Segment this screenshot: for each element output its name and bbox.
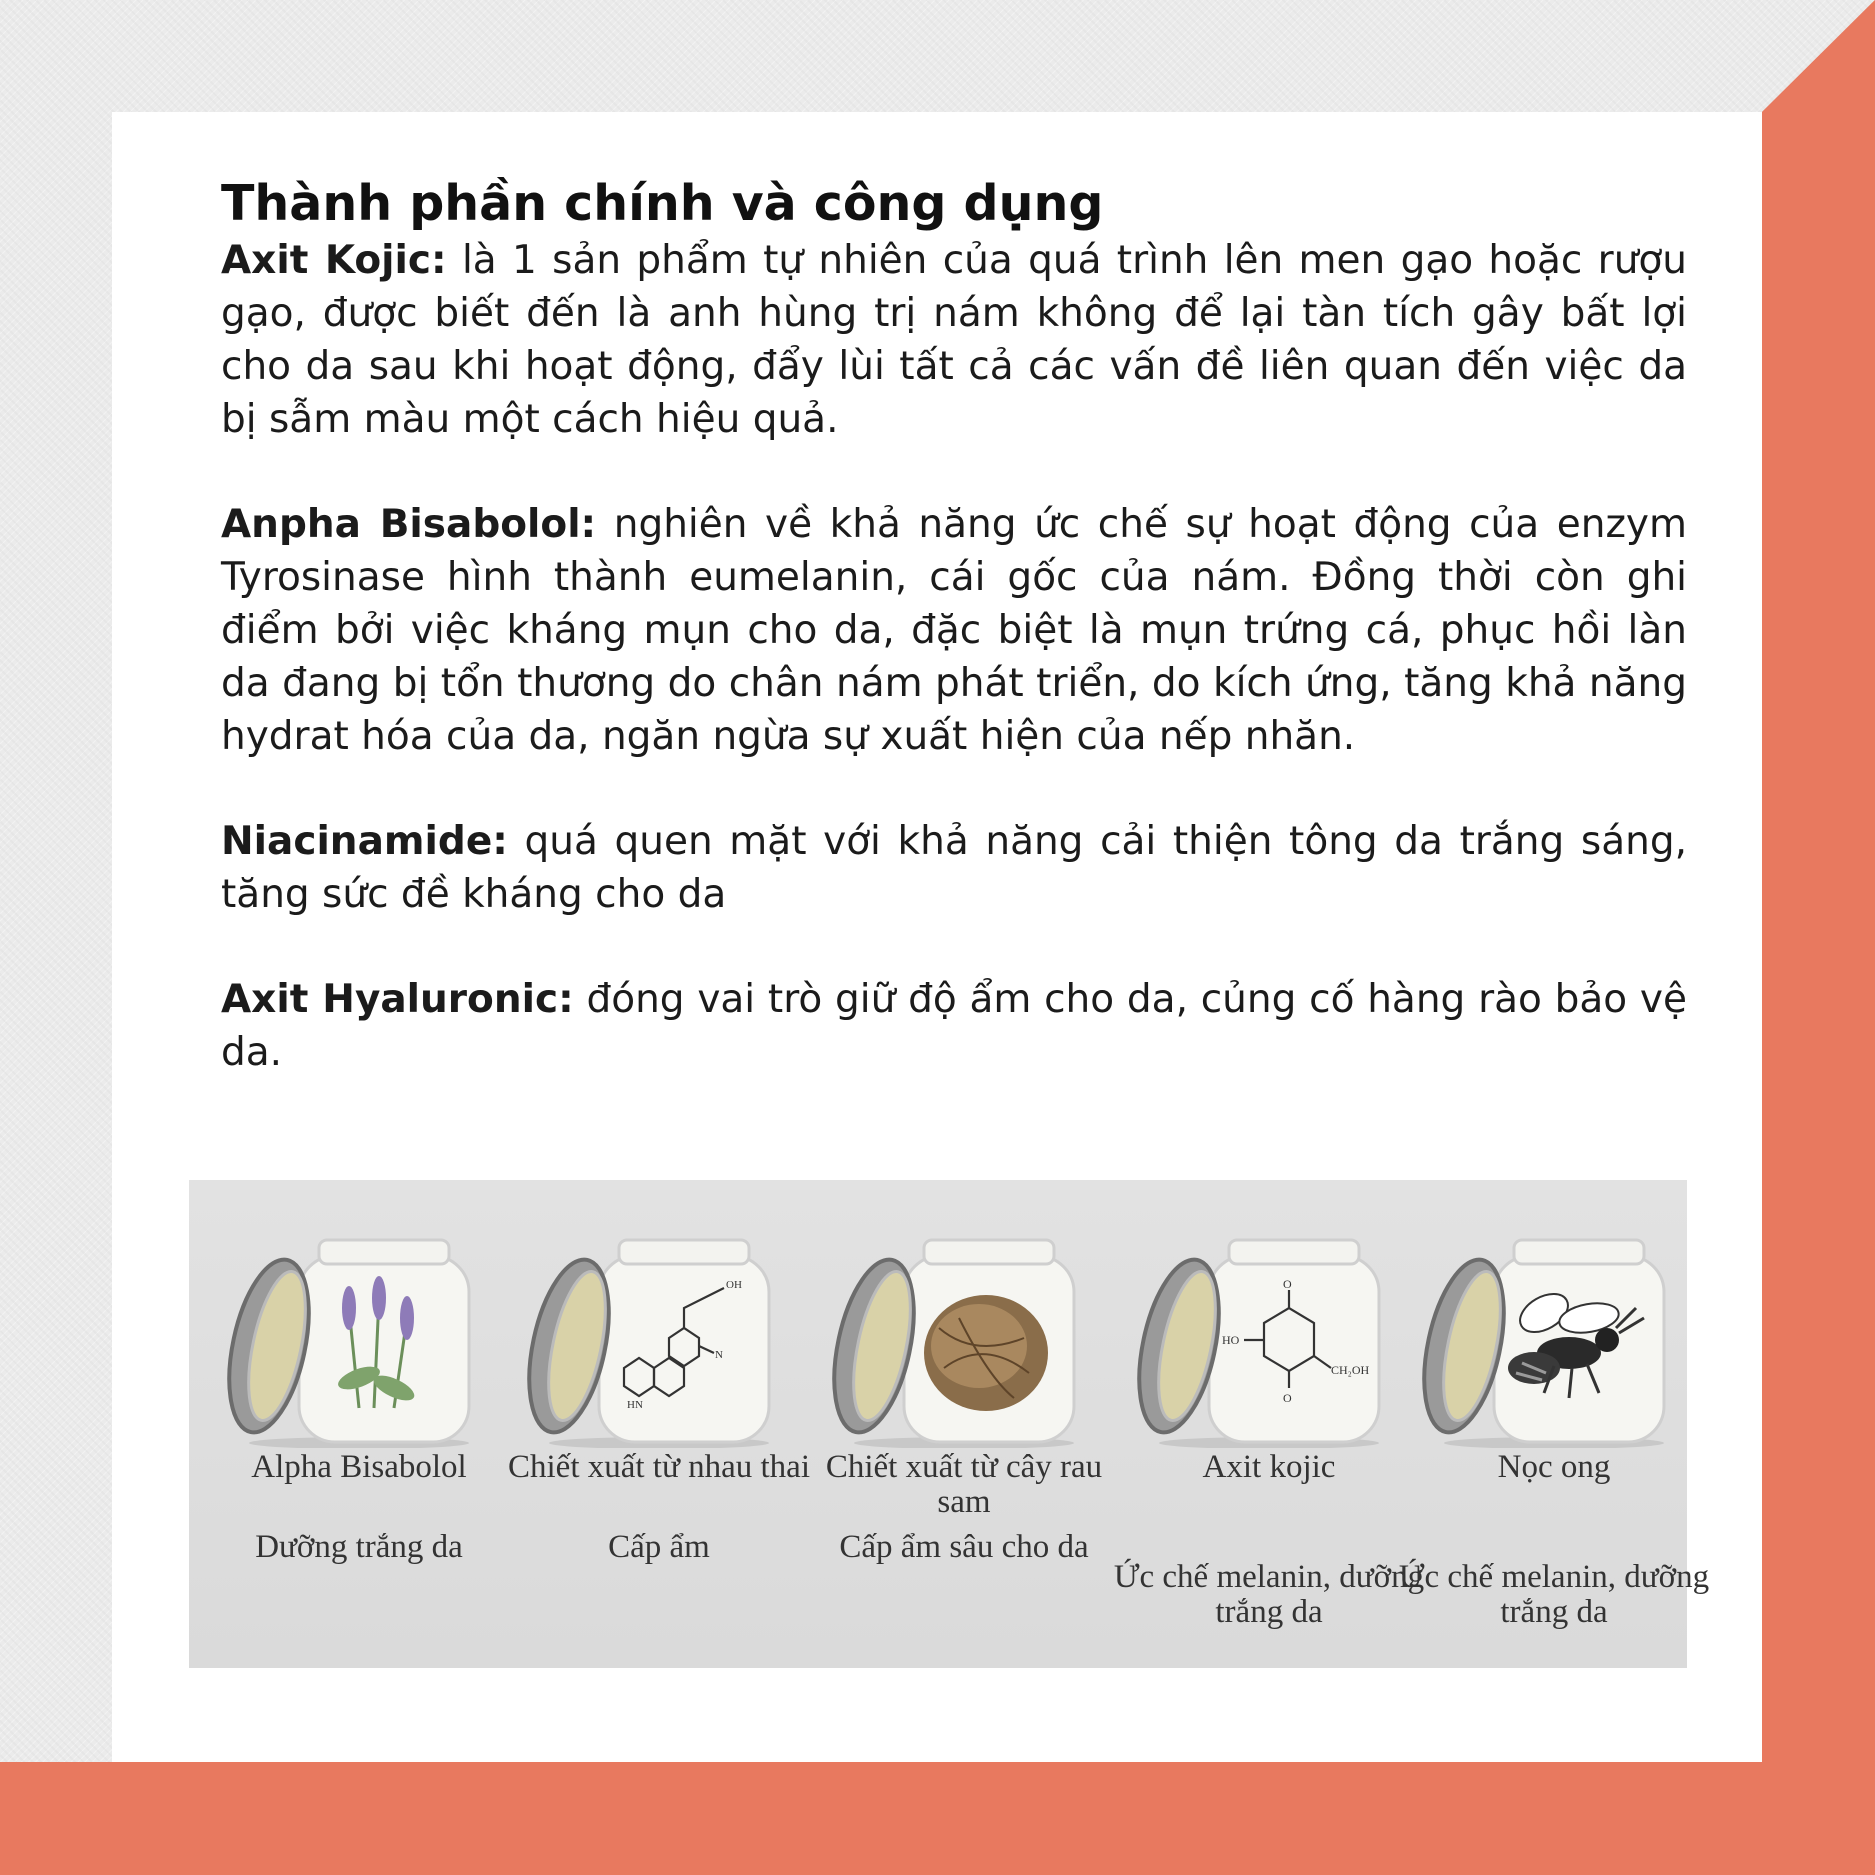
ingredient-name: Axit kojic bbox=[1202, 1449, 1336, 1485]
paragraph-text: quá quen mặt với khả năng cải thiện tông da trắng sáng, tăng sức đề kháng cho da bbox=[221, 819, 1687, 917]
jar-item bbox=[1113, 1228, 1425, 1658]
kojic-molecule-icon bbox=[1119, 1228, 1419, 1448]
molecule-label: N bbox=[715, 1349, 723, 1361]
molecule-label: HN bbox=[627, 1399, 643, 1411]
paragraph-axit-kojic bbox=[221, 234, 1687, 446]
paragraph-anpha-bisabolol bbox=[221, 498, 1687, 763]
molecule-structure-icon bbox=[509, 1228, 809, 1448]
paragraph-text: là 1 sản phẩm tự nhiên của quá trình lên men gạo hoặc rượu gạo, được biết đến là anh hùng trị nám không để lại tàn tích gây bất lợi cho da sau khi hoạt động, đẩy lùi tất cả các vấn đề liên quan đến việc da bị sẫm màu một cách hiệu quả. bbox=[221, 238, 1687, 442]
paragraph-label: Axit Hyaluronic: bbox=[221, 977, 574, 1022]
dried-herb-icon bbox=[814, 1228, 1114, 1448]
jar-item bbox=[509, 1228, 809, 1658]
content-card bbox=[112, 112, 1762, 1762]
paragraph-label: Axit Kojic: bbox=[221, 238, 447, 283]
molecule-label: HO bbox=[1222, 1333, 1240, 1347]
ingredient-name: Alpha Bisabolol bbox=[251, 1449, 467, 1485]
ingredient-name: Chiết xuất từ nhau thai bbox=[508, 1449, 810, 1485]
paragraph-axit-hyaluronic bbox=[221, 973, 1687, 1079]
paragraph-text: nghiên về khả năng ức chế sự hoạt động của enzym Tyrosinase hình thành eumelanin, cái gốc của nám. Đồng thời còn ghi điểm bởi việc kháng mụn cho da, đặc biệt là mụn trứng cá, phục hồi làn da đang bị tổn thương do chân nám phát triển, do kích ứng, tăng khả năng hydrat hóa của da, ngăn ngừa sự xuất hiện của nếp nhăn. bbox=[221, 502, 1687, 759]
jar-item bbox=[1398, 1228, 1710, 1658]
jar-item bbox=[209, 1228, 509, 1658]
lavender-plant-icon bbox=[209, 1228, 509, 1448]
ingredient-benefit: Cấp ẩm sâu cho da bbox=[839, 1529, 1089, 1565]
molecule-label: O bbox=[1283, 1391, 1292, 1405]
molecule-label: CH₂OH bbox=[1331, 1363, 1370, 1377]
paragraph-niacinamide bbox=[221, 815, 1687, 921]
ingredient-jars-panel bbox=[189, 1180, 1710, 1668]
ingredient-name: Nọc ong bbox=[1497, 1449, 1611, 1485]
ingredients-text bbox=[221, 174, 1687, 1131]
page-title: Thành phần chính và công dụng bbox=[221, 175, 1104, 232]
molecule-label: O bbox=[1283, 1277, 1292, 1291]
ingredient-name: Chiết xuất từ cây rau sam bbox=[825, 1449, 1103, 1520]
bee-icon bbox=[1404, 1228, 1704, 1448]
ingredient-benefit: Cấp ẩm bbox=[608, 1529, 710, 1565]
paragraph-label: Anpha Bisabolol: bbox=[221, 502, 597, 547]
molecule-label: OH bbox=[726, 1279, 742, 1291]
paragraph-text: đóng vai trò giữ độ ẩm cho da, củng cố hàng rào bảo vệ da. bbox=[221, 977, 1687, 1075]
jar-item bbox=[814, 1228, 1114, 1658]
ingredient-benefit: Ức chế melanin, dưỡng trắng da bbox=[1398, 1559, 1710, 1630]
paragraph-label: Niacinamide: bbox=[221, 819, 508, 864]
ingredient-benefit: Ức chế melanin, dưỡng trắng da bbox=[1113, 1559, 1425, 1630]
ingredient-benefit: Dưỡng trắng da bbox=[255, 1529, 463, 1565]
